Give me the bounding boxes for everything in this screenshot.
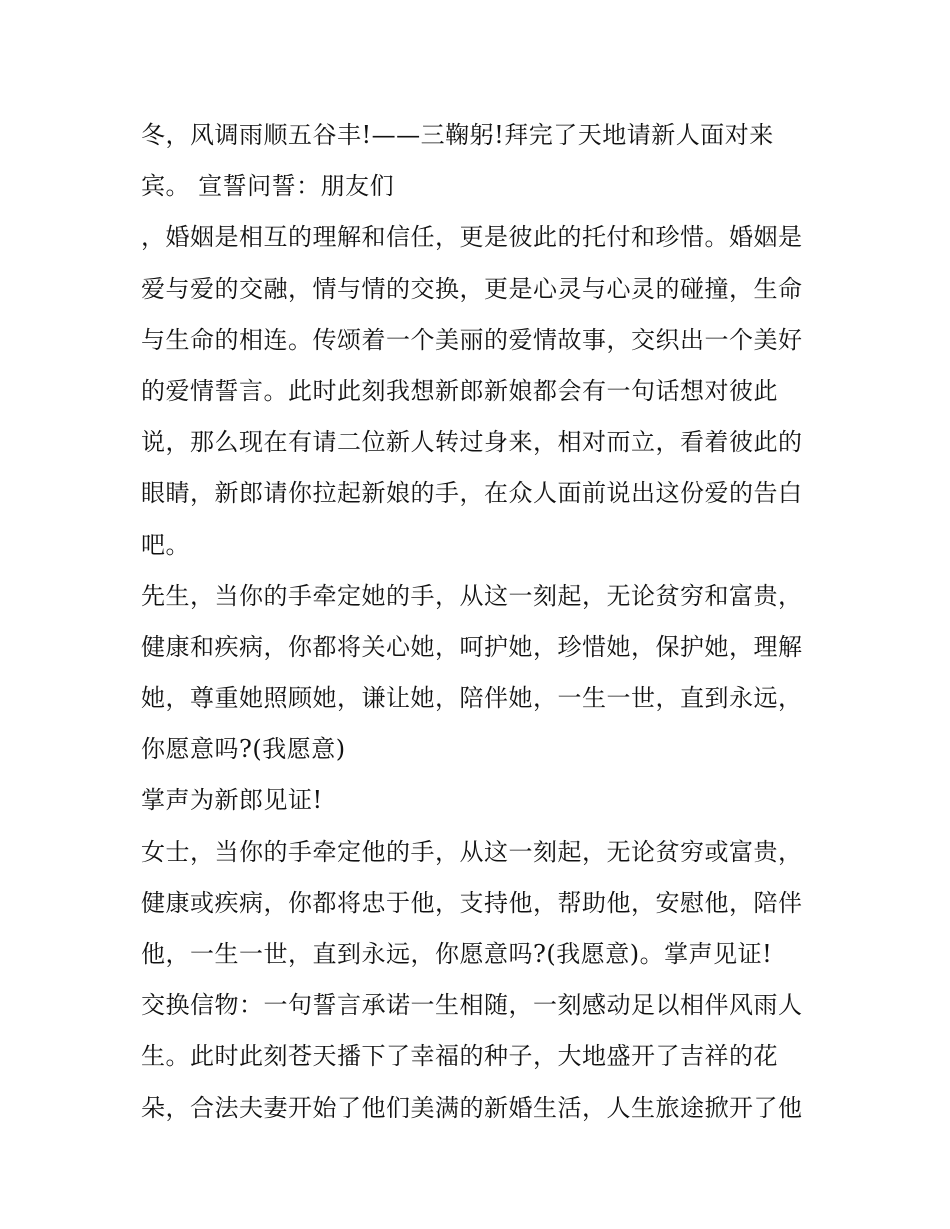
text-line: 掌声为新郎见证! (141, 786, 323, 815)
text-line: 健康或疾病，你都将忠于他，支持他，帮助他，安慰他，陪伴 (141, 888, 803, 917)
text-line: 爱与爱的交融，情与情的交换，更是心灵与心灵的碰撞，生命 (141, 274, 803, 303)
document-body (141, 110, 821, 1134)
text-line: 生。此时此刻苍天播下了幸福的种子，大地盛开了吉祥的花 (141, 1042, 778, 1071)
text-line: 与生命的相连。传颂着一个美丽的爱情故事，交织出一个美好 (141, 325, 803, 354)
text-line: 他，一生一世，直到永远，你愿意吗?(我愿意)。掌声见证! (141, 940, 773, 968)
text-line: 眼睛，新郎请你拉起新娘的手，在众人面前说出这份爱的告白 (141, 479, 803, 508)
text-line: 健康和疾病，你都将关心她，呵护她，珍惜她，保护她，理解 (141, 632, 803, 661)
text-line: 说，那么现在有请二位新人转过身来，相对而立，看着彼此的 (141, 428, 803, 457)
text-line: 的爱情誓言。此时此刻我想新郎新娘都会有一句话想对彼此 (141, 376, 778, 405)
text-line: 宾。 宣誓问誓：朋友们 (141, 172, 395, 201)
text-line: ，婚姻是相互的理解和信任，更是彼此的托付和珍惜。婚姻是 (141, 223, 803, 252)
text-line: 先生，当你的手牵定她的手，从这一刻起，无论贫穷和富贵， (141, 581, 803, 610)
text-line: 吧。 (141, 530, 190, 559)
text-line: 你愿意吗?(我愿意) (141, 735, 346, 764)
text-line: 交换信物：一句誓言承诺一生相随，一刻感动足以相伴风雨人 (141, 991, 803, 1020)
text-line: 朵，合法夫妻开始了他们美满的新婚生活，人生旅途掀开了他 (141, 1093, 803, 1122)
text-line: 她，尊重她照顾她，谦让她，陪伴她，一生一世，直到永远， (141, 684, 803, 713)
text-line: 女士，当你的手牵定他的手，从这一刻起，无论贫穷或富贵， (141, 837, 803, 866)
text-line: 冬，风调雨顺五谷丰!——三鞠躬!拜完了天地请新人面对来 (141, 121, 774, 149)
